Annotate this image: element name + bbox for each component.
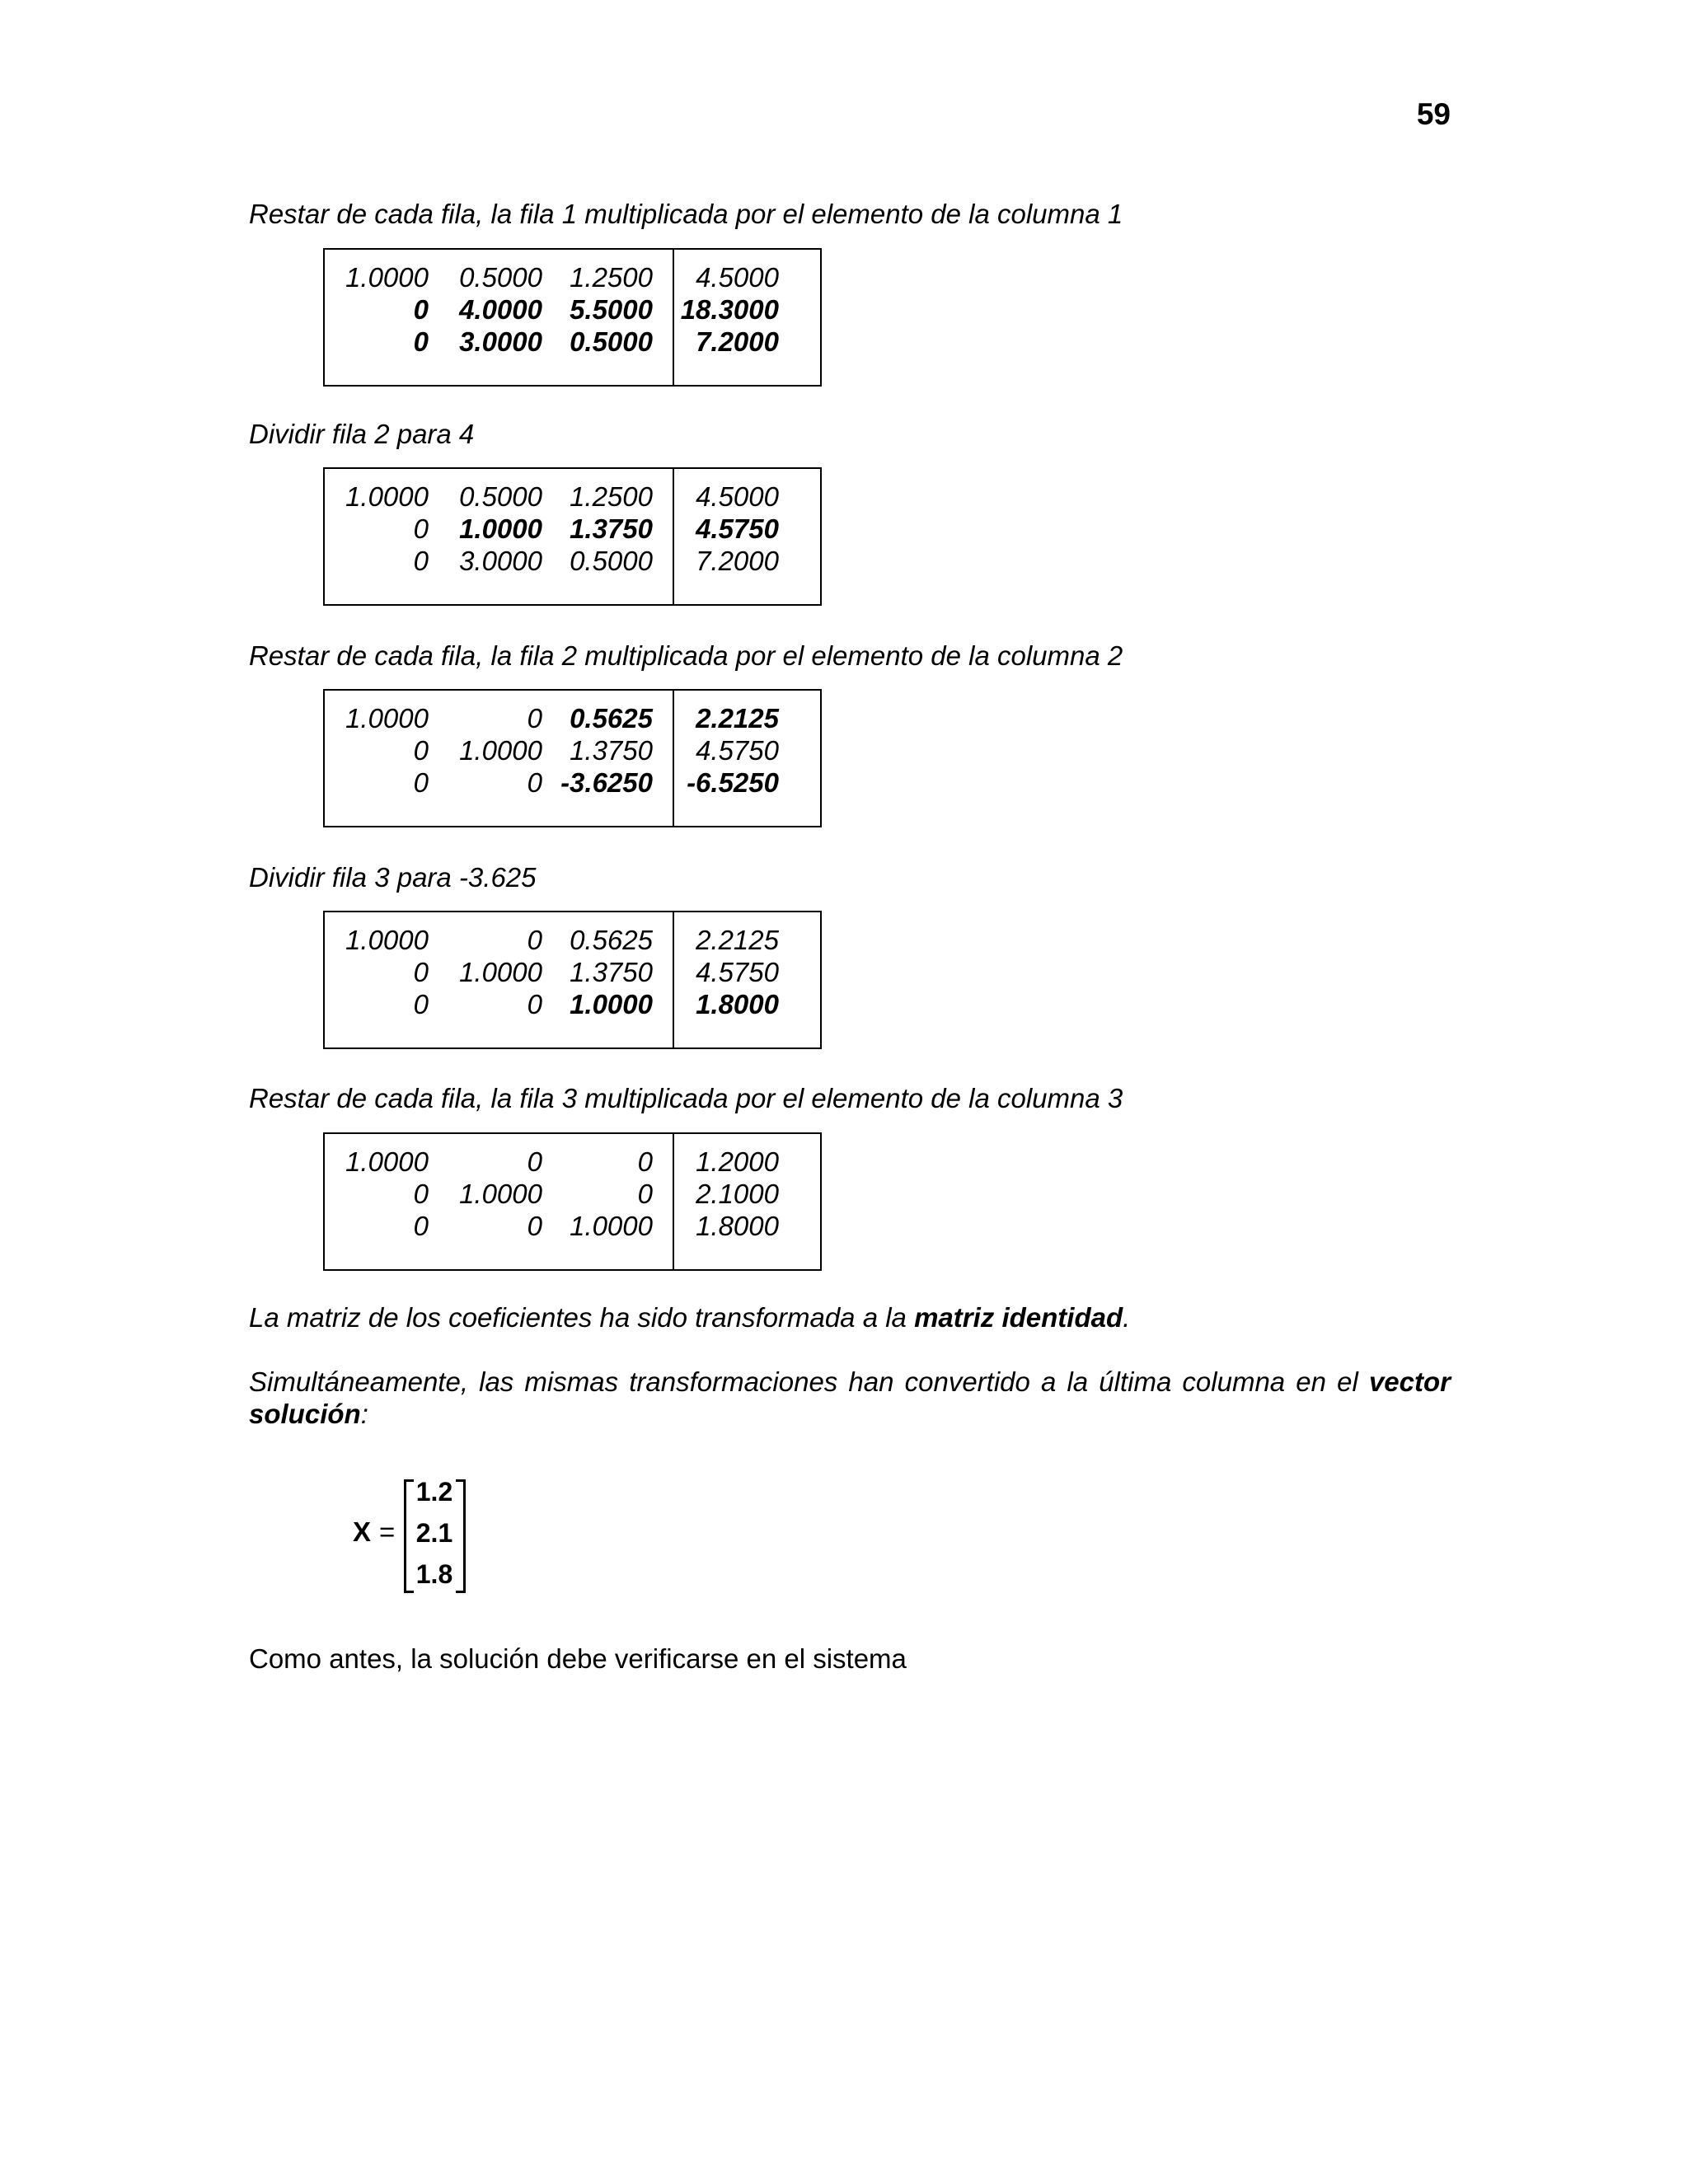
augmented-matrix-1: [323, 248, 822, 387]
matrix-coefficient-cell: 0.5000: [570, 326, 653, 357]
matrix-constant-cell: 2.2125: [696, 703, 779, 733]
matrix-row: [325, 293, 820, 326]
matrix-row: [325, 1210, 820, 1242]
matrix-row: [325, 1146, 820, 1178]
matrix-coefficient-cell: 0: [413, 957, 429, 987]
matrix-coefficient-cell: 0: [413, 989, 429, 1019]
matrix-coefficient-cell: 1.3750: [570, 957, 653, 987]
matrix-constant-cell: 1.8000: [696, 1211, 779, 1241]
matrix-coefficient-cell: 0: [527, 703, 542, 733]
matrix-constant-cell: 4.5750: [696, 513, 779, 544]
matrix-coefficient-cell: 0.5000: [459, 262, 542, 293]
matrix-coefficient-cell: 5.5000: [570, 294, 653, 325]
page-number: 59: [1416, 97, 1451, 131]
matrix-constant-cell: 4.5000: [696, 262, 779, 293]
matrix-coefficient-cell: 4.0000: [459, 294, 542, 325]
matrix-coefficient-cell: 0: [413, 546, 429, 576]
vector-equals-sign: =: [379, 1516, 396, 1547]
matrix-coefficient-cell: 1.2500: [570, 262, 653, 293]
matrix-coefficient-cell: 0.5625: [570, 703, 653, 733]
matrix-coefficient-cell: -3.6250: [560, 767, 653, 798]
solution-sentence-emphasis-1: vector: [1368, 1366, 1451, 1397]
matrix-coefficient-cell: 0.5000: [570, 546, 653, 576]
closing-sentence: Como antes, la solución debe verificarse en el sistema: [249, 1643, 907, 1674]
matrix-constant-cell: 4.5000: [696, 481, 779, 512]
matrix-coefficient-cell: 1.0000: [459, 1179, 542, 1209]
vector-value: 2.1: [415, 1518, 453, 1548]
matrix-coefficient-cell: 1.3750: [570, 513, 653, 544]
vector-right-bracket: [456, 1479, 466, 1593]
matrix-row: [325, 956, 820, 988]
matrix-coefficient-cell: 1.0000: [345, 481, 429, 512]
solution-sentence-end: :: [360, 1399, 368, 1429]
matrix-constant-cell: 1.2000: [696, 1146, 779, 1177]
matrix-coefficient-cell: 0.5625: [570, 925, 653, 955]
vector-label: X: [353, 1516, 372, 1547]
vector-left-bracket: [404, 1479, 414, 1593]
identity-sentence: [249, 1301, 1130, 1333]
matrix-coefficient-cell: 1.0000: [570, 1211, 653, 1241]
matrix-row: [325, 734, 820, 766]
matrix-row: [325, 261, 820, 293]
matrix-coefficient-cell: 1.0000: [345, 925, 429, 955]
matrix-coefficient-cell: 0: [413, 1211, 429, 1241]
matrix-constant-cell: -6.5250: [687, 767, 779, 798]
matrix-coefficient-cell: 1.3750: [570, 735, 653, 766]
matrix-coefficient-cell: 1.0000: [345, 262, 429, 293]
augmented-matrix-2: [323, 467, 822, 606]
matrix-coefficient-cell: 1.0000: [345, 1146, 429, 1177]
identity-sentence-text: La matriz de los coeficientes ha sido transformada a la: [249, 1302, 915, 1333]
matrix-row: [325, 1178, 820, 1210]
matrix-coefficient-cell: 3.0000: [459, 546, 542, 576]
matrix-coefficient-cell: 0: [527, 767, 542, 798]
matrix-coefficient-cell: 0: [413, 294, 429, 325]
solution-sentence-line-2: [249, 1398, 1451, 1430]
matrix-coefficient-cell: 0: [527, 1211, 542, 1241]
matrix-row: [325, 326, 820, 358]
matrix-coefficient-cell: 0: [413, 513, 429, 544]
matrix-constant-cell: 2.1000: [696, 1179, 779, 1209]
matrix-coefficient-cell: 0: [413, 326, 429, 357]
augmented-matrix-4: [323, 911, 822, 1049]
matrix-coefficient-cell: 0: [637, 1146, 653, 1177]
matrix-coefficient-cell: 1.2500: [570, 481, 653, 512]
matrix-coefficient-cell: 1.0000: [570, 989, 653, 1019]
identity-sentence-emphasis: matriz identidad: [914, 1302, 1123, 1333]
step-1-caption: Restar de cada fila, la fila 1 multiplicada por el elemento de la columna 1: [249, 199, 1123, 229]
matrix-constant-cell: 2.2125: [696, 925, 779, 955]
augmented-matrix-3: [323, 689, 822, 827]
matrix-coefficient-cell: 0: [413, 1179, 429, 1209]
matrix-row: [325, 924, 820, 956]
matrix-coefficient-cell: 1.0000: [345, 703, 429, 733]
solution-sentence-emphasis-2: solución: [249, 1399, 361, 1429]
matrix-coefficient-cell: 0.5000: [459, 481, 542, 512]
matrix-constant-cell: 7.2000: [696, 326, 779, 357]
vector-value: 1.2: [415, 1477, 453, 1507]
matrix-constant-cell: 18.3000: [680, 294, 779, 325]
solution-sentence-text: Simultáneamente, las mismas transformaciones han convertido a la última columna en el: [249, 1366, 1369, 1397]
matrix-row: [325, 766, 820, 799]
matrix-row: [325, 702, 820, 734]
matrix-coefficient-cell: 3.0000: [459, 326, 542, 357]
matrix-coefficient-cell: 0: [527, 925, 542, 955]
matrix-coefficient-cell: 1.0000: [459, 735, 542, 766]
matrix-coefficient-cell: 0: [413, 767, 429, 798]
matrix-coefficient-cell: 1.0000: [459, 513, 542, 544]
identity-sentence-end: .: [1123, 1302, 1131, 1333]
solution-sentence-line-1: [249, 1366, 1451, 1398]
matrix-row: [325, 545, 820, 577]
matrix-row: [325, 988, 820, 1020]
step-3-caption: Restar de cada fila, la fila 2 multiplicada por el elemento de la columna 2: [249, 640, 1123, 671]
augmented-matrix-5: [323, 1132, 822, 1271]
matrix-constant-cell: 4.5750: [696, 735, 779, 766]
solution-sentence: [249, 1366, 1451, 1430]
matrix-row: [325, 480, 820, 513]
matrix-coefficient-cell: 0: [527, 1146, 542, 1177]
matrix-constant-cell: 1.8000: [696, 989, 779, 1019]
step-2-caption: Dividir fila 2 para 4: [249, 419, 475, 449]
step-4-caption: Dividir fila 3 para -3.625: [249, 862, 537, 893]
vector-value: 1.8: [415, 1559, 453, 1589]
matrix-coefficient-cell: 0: [413, 735, 429, 766]
matrix-coefficient-cell: 0: [637, 1179, 653, 1209]
step-5-caption: Restar de cada fila, la fila 3 multiplicada por el elemento de la columna 3: [249, 1083, 1123, 1113]
matrix-coefficient-cell: 0: [527, 989, 542, 1019]
matrix-row: [325, 513, 820, 545]
matrix-coefficient-cell: 1.0000: [459, 957, 542, 987]
matrix-constant-cell: 4.5750: [696, 957, 779, 987]
matrix-constant-cell: 7.2000: [696, 546, 779, 576]
